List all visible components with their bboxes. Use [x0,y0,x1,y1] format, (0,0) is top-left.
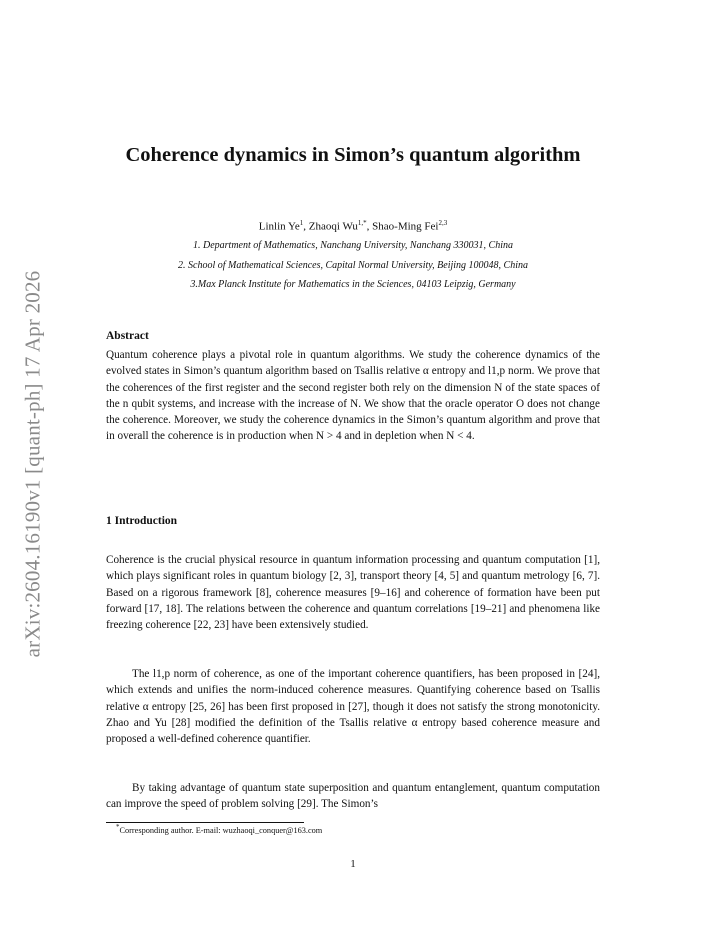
footnote-mark: * [116,824,120,831]
arxiv-identifier: arXiv:2604.16190v1 [quant-ph] 17 Apr 2026 [20,270,45,658]
affiliation: 3.Max Planck Institute for Mathematics in the Sciences, 04103 Leipzig, Germany [190,279,516,290]
author-affiliation-mark: 1 [299,219,304,227]
author-affiliation-mark: 1,* [357,219,367,227]
author-list [106,219,600,233]
section-heading: 1 Introduction [106,515,178,527]
page-number: 1 [350,858,356,870]
author-name: Linlin Ye [258,220,300,233]
author-separator: , [366,220,373,233]
author-name: Shao-Ming Fei [372,220,439,233]
author-name: Zhaoqi Wu [308,220,358,233]
paper-title: Coherence dynamics in Simon’s quantum algorithm [125,144,581,166]
paragraph: The l1,p norm of coherence, as one of the important coherence quantifiers, has been proposed in [24], which extends and unifies the norm-induced coherence measures. Quantifying coherence based on Tsallis relative α entropy [25, 26] has been first proposed in [27], though it does not satisfy the strong monotonicity. Zhao and Yu [28] modified the definition of the Tsallis relative α entropy based coherence measure and proposed a well-defined coherence quantifier. [106,668,600,746]
arxiv-sidebar-stamp [18,240,48,688]
author-separator: , [303,220,309,233]
affiliation: 1. Department of Mathematics, Nanchang University, Nanchang 330031, China [193,240,513,251]
footnote-rule [106,822,304,823]
footnote-text: Corresponding author. E-mail: wuzhaoqi_conquer@163.com [119,825,323,835]
paragraph: Coherence is the crucial physical resource in quantum information processing and quantum computation [1], which plays significant roles in quantum biology [2, 3], transport theory [4, 5] and quantum metrology [6, 7]. Based on a rigorous framework [8], coherence measures [9–16] and coherence of formation have been put forward [17, 18]. The relations between the coherence and quantum correlations [19–21] and phenomena like freezing coherence [22, 23] have been extensively studied. [106,554,600,632]
abstract-heading: Abstract [106,330,149,342]
paragraph: By taking advantage of quantum state superposition and quantum entanglement, quantum computation can improve the speed of problem solving [29]. The Simon’s [106,782,600,811]
abstract-text: Quantum coherence plays a pivotal role in quantum algorithms. We study the coherence dynamics of the evolved states in Simon’s quantum algorithm based on Tsallis relative α entropy and l1,p norm. We prove that the coherences of the first register and the second register both rely on the dimension N of the state spaces of the n qubit systems, and increase with the increase of N. We show that the oracle operator O does not change the coherence. Moreover, we study the coherence dynamics in the Simon’s quantum algorithm and prove that in overall the coherence is in production when N > 4 and in depletion when N < 4. [106,349,600,443]
author-affiliation-mark: 2,3 [438,219,448,227]
footnote [116,824,322,835]
affiliation: 2. School of Mathematical Sciences, Capital Normal University, Beijing 100048, China [178,260,528,271]
